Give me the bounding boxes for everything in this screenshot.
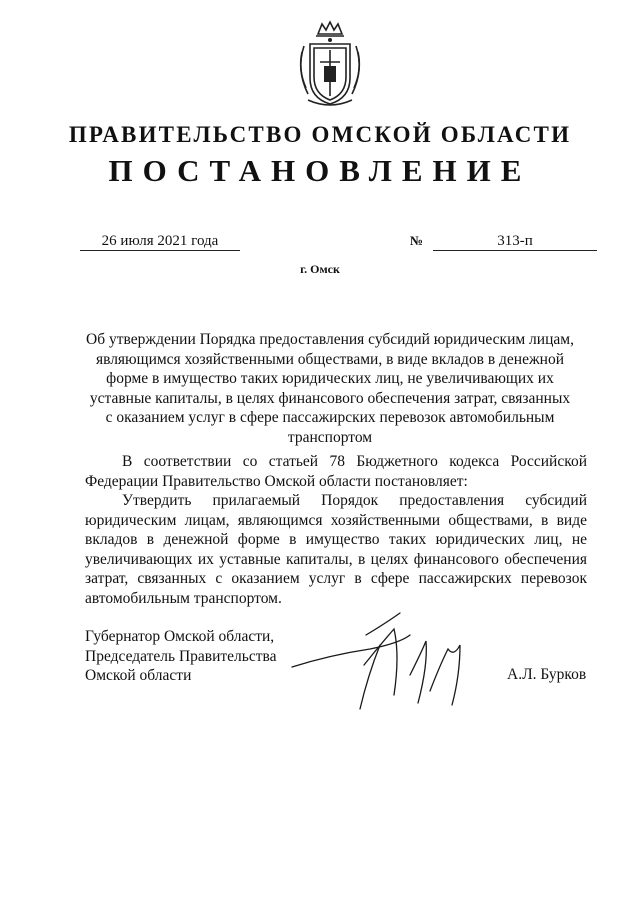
government-title: ПРАВИТЕЛЬСТВО ОМСКОЙ ОБЛАСТИ: [68, 122, 572, 147]
document-type: ПОСТАНОВЛЕНИЕ: [108, 153, 532, 188]
handwritten-signature: [290, 605, 490, 715]
document-date: 26 июля 2021 года: [80, 232, 240, 251]
document-subject: Об утверждении Порядка предоставления субсидий юридическим лицам, являющимся хозяйственными обществами, в виде вкладов в денежной форме в имущество таких юридических лиц, не увеличивающих их уставные капиталы, в целях финансового обеспечения затрат, связанных с оказанием услуг в сфере пассажирских перевозок автомобильным транспортом: [86, 331, 574, 446]
document-number: 313-п: [433, 232, 597, 251]
body-paragraph-intro: В соответствии со статьей 78 Бюджетного кодекса Российской Федерации Правительство Омской области постановляет:: [85, 453, 587, 490]
body-paragraph-resolution: Утвердить прилагаемый Порядок предоставления субсидий юридическим лицам, являющимся хозяйственными обществами, в виде вкладов в денежной форме в имущество таких юридических лиц, не увеличивающих их уставные капиталы, в целях финансового обеспечения затрат, связанных с оказанием услуг в сфере пассажирских перевозок автомобильным транспортом.: [85, 492, 587, 607]
signatory-title: [85, 627, 277, 686]
signatory-line-1: Губернатор Омской области,: [85, 628, 275, 645]
number-sign: №: [410, 233, 424, 248]
document-body: [85, 452, 587, 608]
omsk-coat-of-arms-icon: [290, 20, 370, 108]
signatory-line-3: Омской области: [85, 667, 192, 684]
city-label: г. Омск: [300, 262, 340, 276]
signatory-name: А.Л. Бурков: [507, 666, 587, 683]
signatory-line-2: Председатель Правительства: [85, 647, 277, 665]
